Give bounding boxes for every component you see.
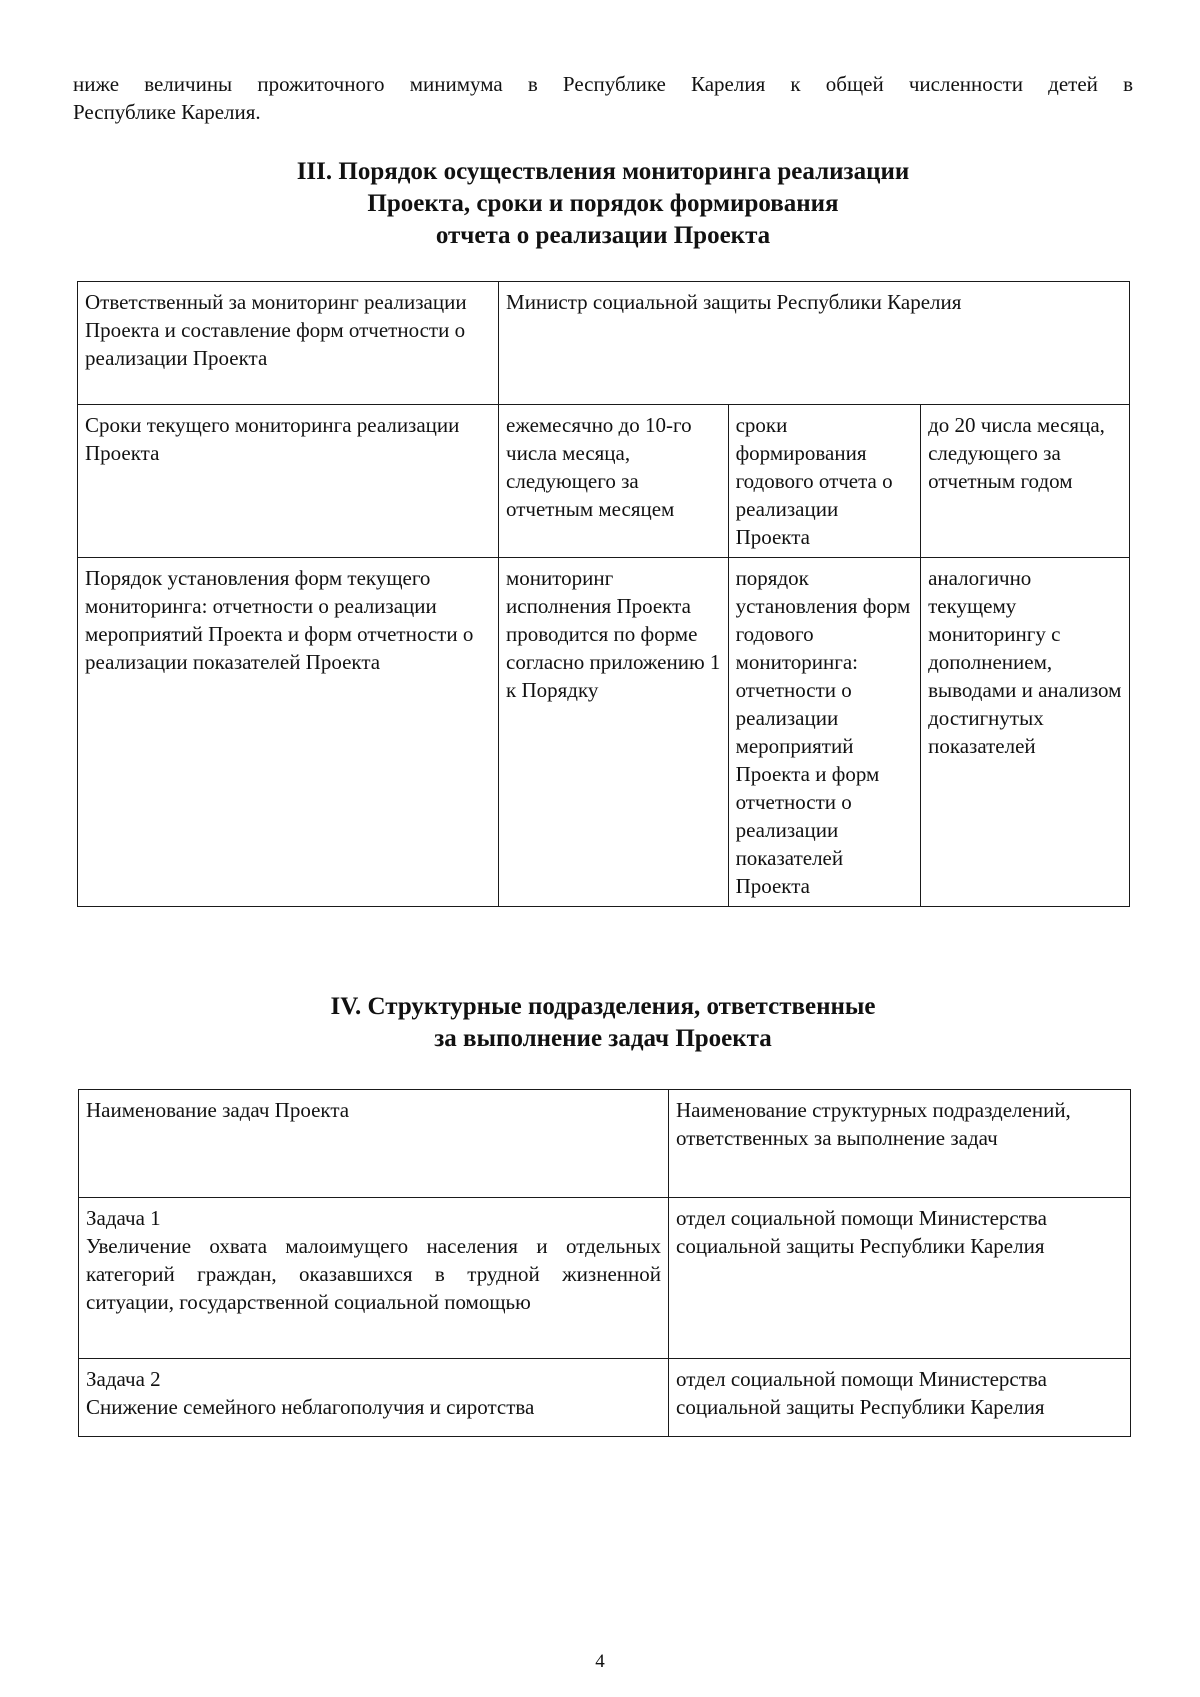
task-cell [79, 1198, 669, 1359]
table-header-row [79, 1090, 1131, 1198]
page-number: 4 [595, 1651, 605, 1672]
intro-paragraph [73, 70, 1133, 126]
tasks-table [78, 1089, 1131, 1437]
table-row [79, 1198, 1131, 1359]
forms-label-cell: Порядок установления форм текущего мониторинга: отчетности о реализации мероприятий Проекта и форм отчетности о реализации показателей Проекта [78, 558, 499, 907]
section-3-title-line: отчета о реализации Проекта [435, 222, 771, 249]
table-row [79, 1359, 1131, 1437]
deadlines-annual-value-cell: до 20 числа месяца, следующего за отчетным годом [921, 405, 1130, 558]
table-row [78, 558, 1130, 907]
forms-annual-label-cell: порядок установления форм годового мониторинга: отчетности о реализации мероприятий Проекта и форм отчетности о реализации показателей Проекта [728, 558, 921, 907]
intro-line-2: Республике Карелия. [73, 100, 261, 124]
tasks-header-cell: Наименование задач Проекта [79, 1090, 669, 1198]
section-3-title-line: Проекта, сроки и порядок формирования [367, 190, 839, 217]
section-4-title-line: за выполнение задач Проекта [434, 1025, 772, 1052]
task-label: Задача 2 [86, 1367, 161, 1391]
responsible-value-cell: Министр социальной защиты Республики Карелия [499, 282, 1130, 405]
responsible-label-cell: Ответственный за мониторинг реализации Проекта и составление форм отчетности о реализации Проекта [78, 282, 499, 405]
department-cell: отдел социальной помощи Министерства социальной защиты Республики Карелия [669, 1359, 1131, 1437]
forms-annual-value-cell: аналогично текущему мониторингу с дополнением, выводами и анализом достигнутых показателей [921, 558, 1130, 907]
task-text: Увеличение охвата малоимущего населения и отдельных категорий граждан, оказавшихся в трудной жизненной ситуации, государственной социальной помощью [86, 1234, 661, 1314]
task-cell [79, 1359, 669, 1437]
section-4-title-line: IV. Структурные подразделения, ответственные [330, 993, 876, 1020]
deadlines-label-cell: Сроки текущего мониторинга реализации Проекта [78, 405, 499, 558]
department-cell: отдел социальной помощи Министерства социальной защиты Республики Карелия [669, 1198, 1131, 1359]
section-3-title [73, 156, 1133, 252]
deadlines-monthly-cell: ежемесячно до 10-го числа месяца, следующего за отчетным месяцем [499, 405, 729, 558]
departments-header-cell: Наименование структурных подразделений, ответственных за выполнение задач [669, 1090, 1131, 1198]
task-label: Задача 1 [86, 1206, 161, 1230]
table-row [78, 282, 1130, 405]
forms-current-cell: мониторинг исполнения Проекта проводится по форме согласно приложению 1 к Порядку [499, 558, 729, 907]
task-text: Снижение семейного неблагополучия и сиротства [86, 1395, 535, 1419]
deadlines-annual-label-cell: сроки формирования годового отчета о реализации Проекта [728, 405, 921, 558]
section-4-title [73, 991, 1133, 1055]
intro-line-1: ниже величины прожиточного минимума в Республике Карелия к общей численности детей в [73, 72, 1133, 96]
section-3-title-line: III. Порядок осуществления мониторинга реализации [296, 158, 910, 185]
monitoring-table [77, 281, 1130, 907]
table-row [78, 405, 1130, 558]
